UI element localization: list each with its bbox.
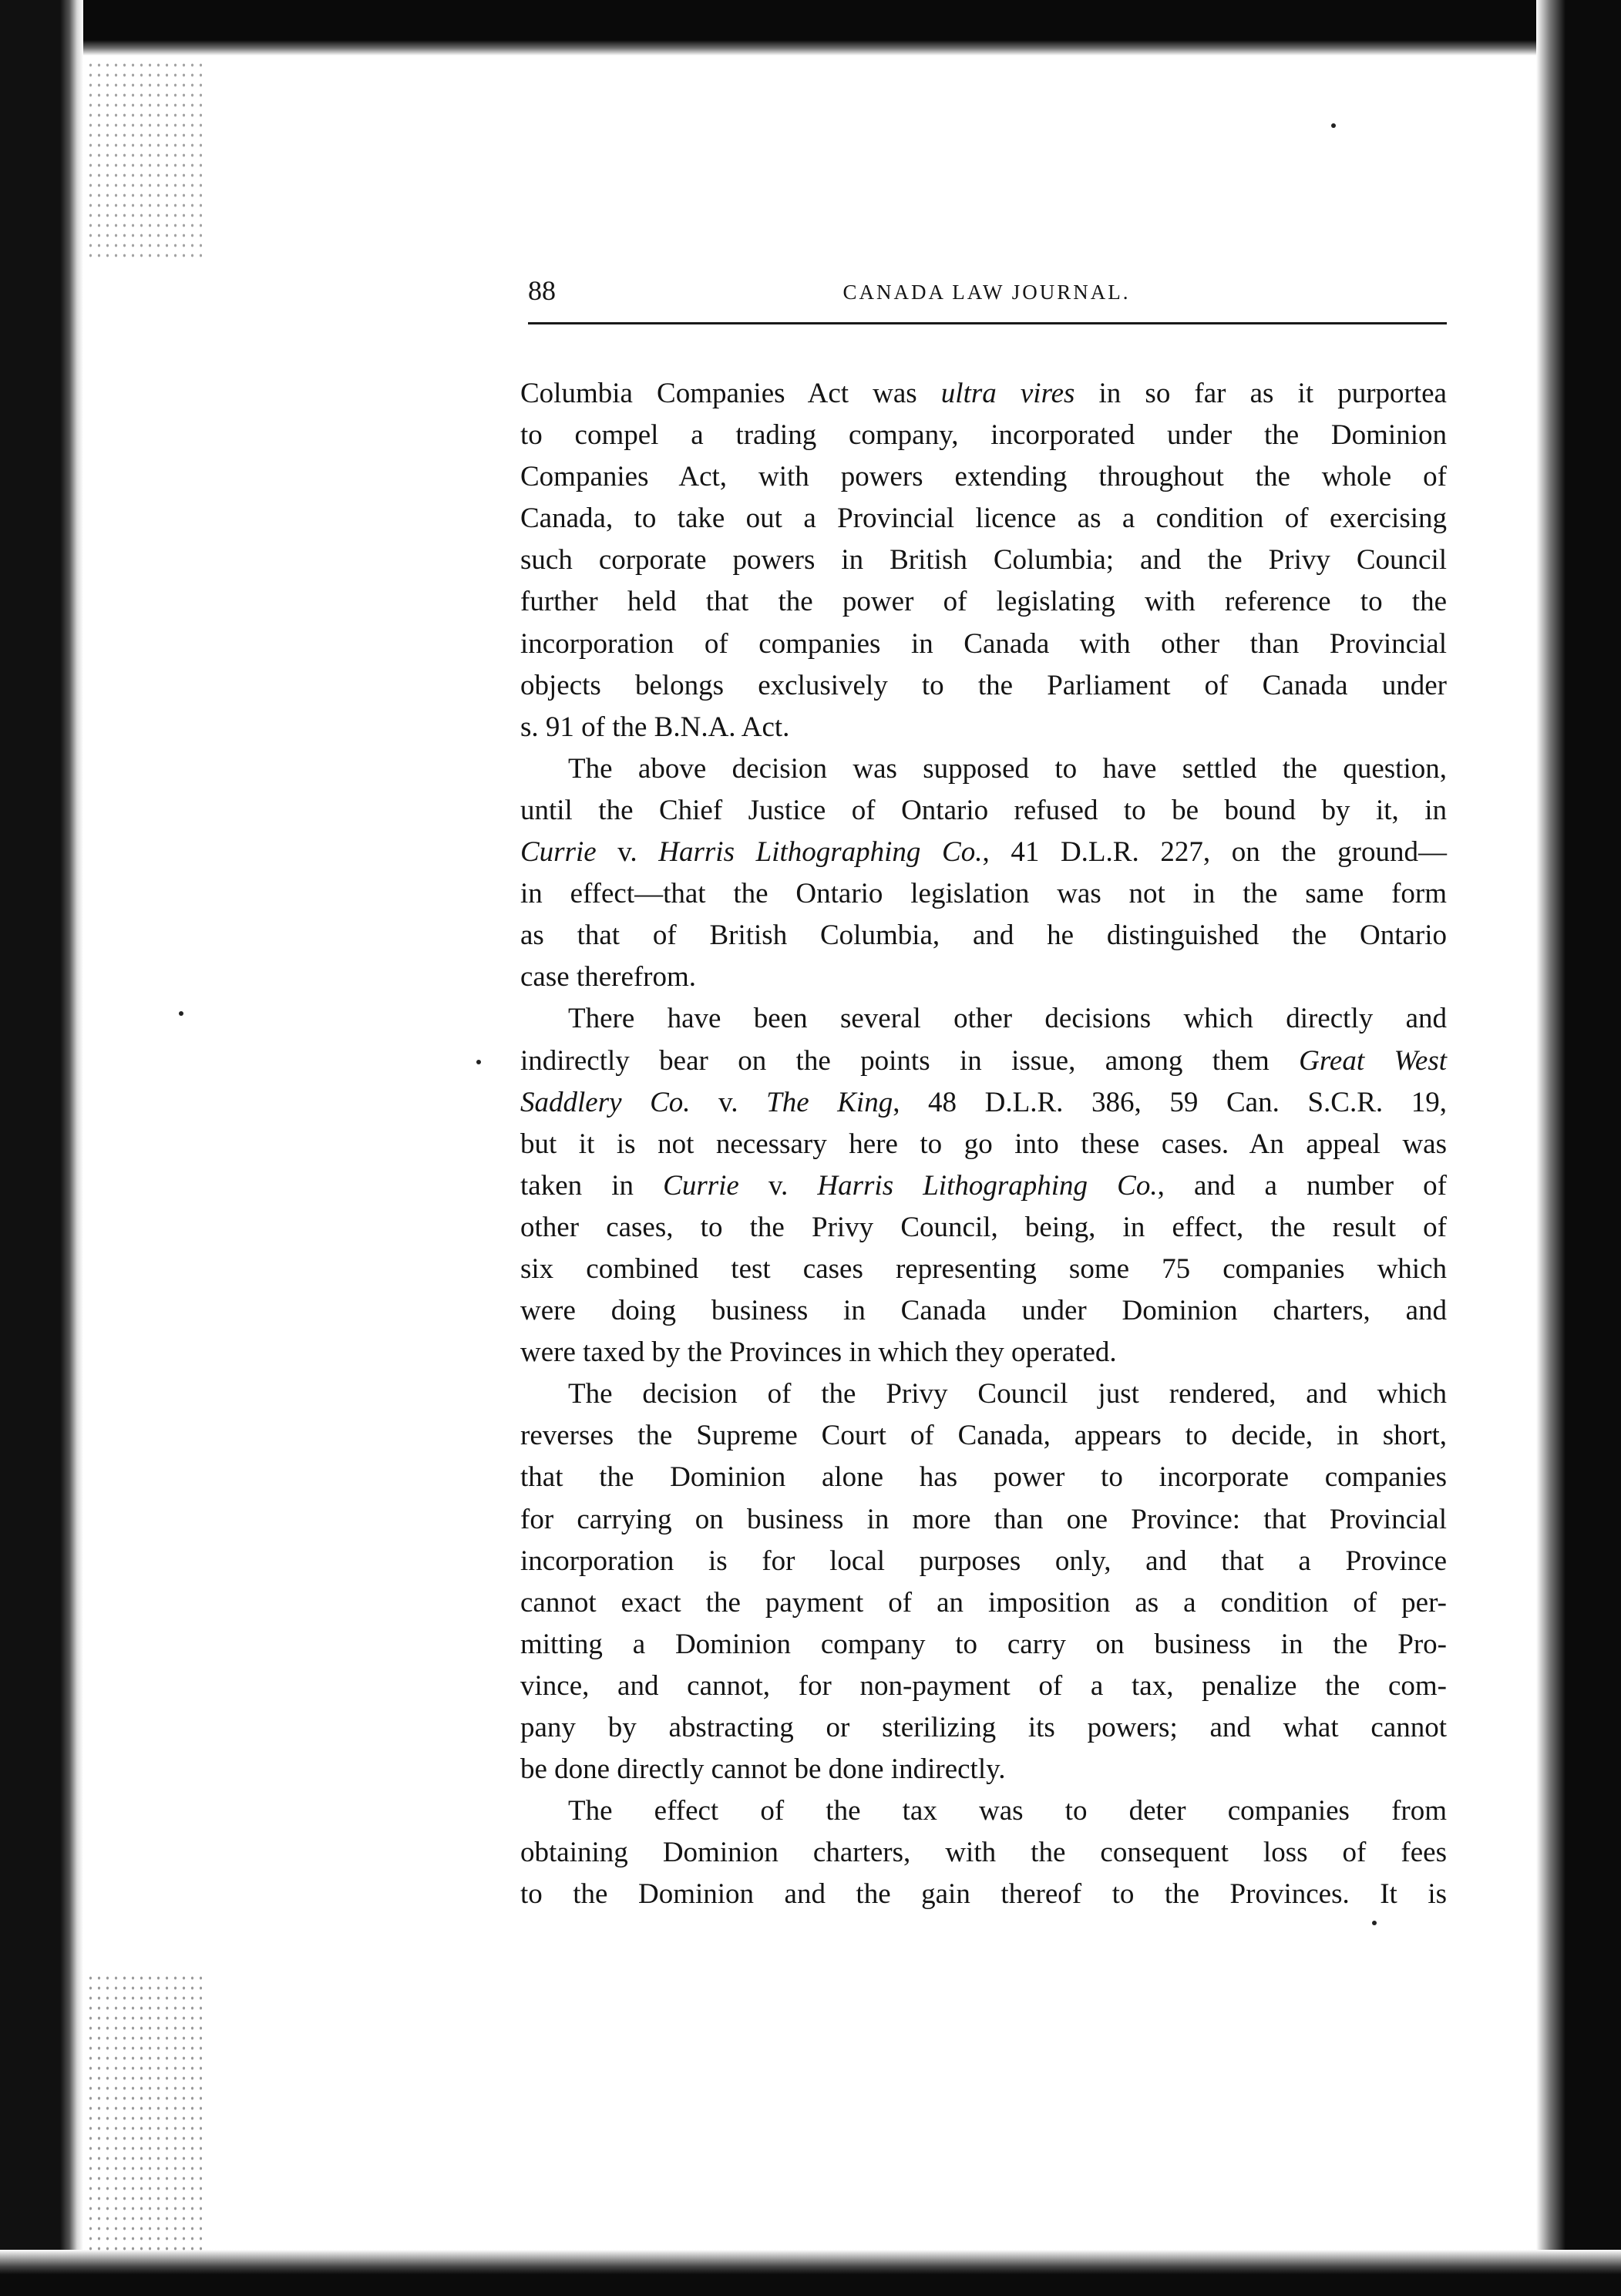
text-run: s. 91 of the B.N.A. Act. <box>520 711 790 743</box>
text-line <box>520 832 1447 873</box>
text-line <box>520 1249 1447 1290</box>
text-run: case therefrom. <box>520 961 697 993</box>
margin-scan-noise-bottom <box>86 1973 202 2251</box>
text-run: such corporate powers in British Columbia; and the Privy Council <box>520 544 1447 577</box>
text-run: v. <box>690 1086 767 1118</box>
paragraph <box>520 748 1447 999</box>
scan-border-bottom <box>0 2250 1621 2296</box>
text-run: until the Chief Justice of Ontario refused to be bound by it, in <box>520 794 1447 826</box>
text-line <box>520 1790 1447 1832</box>
paragraph <box>520 1790 1447 1915</box>
text-run: v. <box>738 1169 818 1202</box>
text-run: Canada, to take out a Provincial licence as a condition of exercising <box>520 503 1447 535</box>
text-run: There have been several other decisions which directly and <box>568 1003 1447 1035</box>
text-run: v. <box>596 836 659 869</box>
page-number: 88 <box>528 275 556 306</box>
text-line <box>520 1415 1447 1457</box>
text-line <box>520 1165 1447 1207</box>
text-line <box>520 1624 1447 1666</box>
text-run: that the Dominion alone has power to incorporate companies <box>520 1461 1447 1494</box>
text-run: indirectly bear on the points in issue, among them <box>520 1044 1300 1077</box>
italic-citation: Currie <box>520 836 597 869</box>
scan-border-left <box>0 0 83 2296</box>
text-run: as that of British Columbia, and he distinguished the Ontario <box>520 919 1447 952</box>
text-line <box>520 1290 1447 1332</box>
text-line <box>520 1207 1447 1249</box>
text-line <box>520 665 1447 707</box>
paragraph <box>520 373 1447 748</box>
text-run: cannot exact the payment of an imposition as a condition of per- <box>520 1586 1447 1619</box>
text-line <box>520 1040 1447 1082</box>
text-line <box>520 1832 1447 1874</box>
text-line <box>520 1582 1447 1624</box>
text-line <box>520 1373 1447 1415</box>
text-line <box>520 373 1447 415</box>
text-run: taken in <box>520 1169 664 1202</box>
text-line <box>520 1666 1447 1707</box>
text-run: to the Dominion and the gain thereof to the Provinces. It is <box>520 1878 1447 1911</box>
text-run: incorporation is for local purposes only, and that a Province <box>520 1545 1447 1577</box>
text-run: Companies Act, with powers extending throughout the whole of <box>520 461 1447 493</box>
text-run: in effect—that the Ontario legislation was not in the same form <box>520 878 1447 910</box>
text-run: , and a number of <box>1157 1169 1447 1202</box>
text-run: mitting a Dominion company to carry on business in the Pro- <box>520 1628 1447 1660</box>
text-run: vince, and cannot, for non-payment of a tax, penalize the com- <box>520 1669 1447 1702</box>
article-body <box>520 373 1447 1915</box>
text-line <box>520 1332 1447 1373</box>
text-run: The above decision was supposed to have settled the question, <box>568 752 1447 785</box>
text-line <box>520 1124 1447 1165</box>
text-run: pany by abstracting or sterilizing its powers; and what cannot <box>520 1712 1447 1743</box>
text-run: were taxed by the Provinces in which they operated. <box>520 1336 1117 1369</box>
scan-speck <box>1372 1921 1377 1925</box>
header-rule <box>528 322 1447 324</box>
text-run: , 48 D.L.R. 386, 59 Can. S.C.R. 19, <box>893 1086 1447 1118</box>
text-line <box>520 540 1447 581</box>
text-line <box>520 707 1447 748</box>
text-run: were doing business in Canada under Dominion charters, and <box>520 1295 1447 1327</box>
text-run: The effect of the tax was to deter companies from <box>568 1795 1447 1827</box>
text-run: other cases, to the Privy Council, being, in effect, the result of <box>520 1211 1447 1243</box>
italic-citation: Currie <box>663 1169 739 1202</box>
text-line <box>520 790 1447 832</box>
italic-citation: Harris Lithographing Co. <box>817 1169 1158 1202</box>
scan-border-right <box>1536 0 1621 2296</box>
italic-citation: Great West <box>1299 1044 1447 1077</box>
text-line <box>520 1082 1447 1124</box>
text-run: , 41 D.L.R. 227, on the ground— <box>982 836 1447 869</box>
text-line <box>520 956 1447 998</box>
text-run: Columbia Companies Act was <box>520 378 941 409</box>
text-line <box>520 1541 1447 1582</box>
text-run: to compel a trading company, incorporated under the Dominion <box>520 419 1447 452</box>
text-run: obtaining Dominion charters, with the consequent loss of fees <box>520 1837 1447 1869</box>
text-line <box>520 1499 1447 1541</box>
italic-citation: Harris Lithographing Co. <box>658 836 983 869</box>
text-run: in so far as it purportea <box>1075 378 1447 409</box>
text-line <box>520 456 1447 498</box>
text-line <box>520 998 1447 1040</box>
text-run: six combined test cases representing some 75 companies which <box>520 1252 1447 1285</box>
text-line <box>520 1874 1447 1915</box>
paragraph <box>520 998 1447 1373</box>
text-line <box>520 1457 1447 1498</box>
text-run: The decision of the Privy Council just rendered, and which <box>568 1378 1447 1410</box>
text-line <box>520 624 1447 665</box>
journal-title: CANADA LAW JOURNAL. <box>842 281 1131 304</box>
text-line <box>520 873 1447 915</box>
text-line <box>520 415 1447 456</box>
scan-speck <box>179 1011 183 1016</box>
italic-citation: ultra vires <box>940 378 1075 409</box>
text-run: further held that the power of legislating with reference to the <box>520 586 1447 618</box>
text-line <box>520 1749 1447 1790</box>
text-run: reverses the Supreme Court of Canada, appears to decide, in short, <box>520 1420 1447 1452</box>
italic-citation: Saddlery Co. <box>520 1086 691 1118</box>
text-run: objects belongs exclusively to the Parliament of Canada under <box>520 669 1447 701</box>
scan-speck <box>476 1060 481 1064</box>
italic-citation: The King <box>766 1086 893 1118</box>
scan-speck <box>1331 123 1336 128</box>
text-line <box>520 1707 1447 1749</box>
text-run: be done directly cannot be done indirectly. <box>520 1753 1006 1786</box>
running-head <box>528 274 1445 313</box>
text-run: for carrying on business in more than one Province: that Provincial <box>520 1503 1447 1535</box>
text-line <box>520 498 1447 540</box>
text-run: incorporation of companies in Canada with other than Provincial <box>520 627 1447 660</box>
paragraph <box>520 1373 1447 1790</box>
text-line <box>520 581 1447 623</box>
text-run: but it is not necessary here to go into these cases. An appeal was <box>520 1128 1447 1160</box>
scan-border-top <box>0 0 1621 55</box>
margin-scan-noise-top <box>86 60 202 261</box>
text-line <box>520 915 1447 956</box>
text-line <box>520 748 1447 790</box>
